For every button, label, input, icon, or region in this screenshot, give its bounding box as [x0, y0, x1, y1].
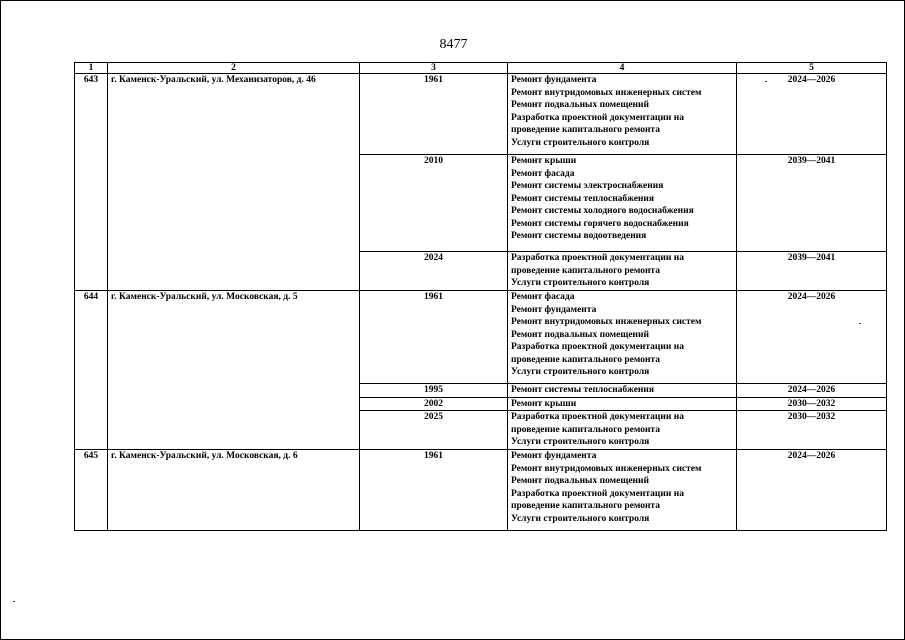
- works-cell: [508, 155, 737, 252]
- year-cell: 2010: [360, 155, 508, 252]
- year-cell: 1961: [360, 74, 508, 155]
- work-item: Ремонт крыши: [511, 398, 577, 409]
- capital-repair-table: [74, 62, 887, 531]
- work-item: Разработка проектной документации на: [511, 342, 684, 352]
- header-col-1: 1: [75, 63, 108, 74]
- works-cell: [508, 74, 737, 155]
- work-item: Ремонт системы водоотведения: [511, 231, 647, 241]
- year-cell: 1961: [360, 450, 508, 531]
- work-item: Ремонт системы теплоснабжения: [511, 385, 655, 395]
- work-item: проведение капитального ремонта: [511, 424, 660, 435]
- house-number: 643: [75, 74, 108, 291]
- work-item: проведение капитального ремонта: [511, 125, 660, 135]
- house-number: 645: [75, 450, 108, 531]
- header-col-2: 2: [108, 63, 360, 74]
- period-cell: 2039—2041: [737, 155, 887, 252]
- house-address: г. Каменск-Уральский, ул. Московская, д. 6: [108, 450, 360, 531]
- house-address: г. Каменск-Уральский, ул. Механизаторов, д. 46: [108, 74, 360, 291]
- works-cell: [508, 411, 737, 450]
- work-item: Ремонт внутридомовых инженерных систем: [511, 317, 702, 327]
- work-item: Ремонт внутридомовых инженерных систем: [511, 463, 702, 474]
- scan-speck: [765, 81, 767, 82]
- year-cell: 1961: [360, 291, 508, 384]
- period-cell: 2030—2032: [737, 411, 887, 450]
- header-col-4: 4: [508, 63, 737, 74]
- scan-speck: [13, 601, 15, 602]
- work-item: Ремонт фундамента: [511, 75, 597, 85]
- table-row: [75, 291, 887, 384]
- work-item: Ремонт системы холодного водоснабжения: [511, 206, 694, 216]
- year-cell: 2024: [360, 252, 508, 291]
- period-cell: 2024—2026: [737, 74, 887, 155]
- works-cell: [508, 291, 737, 384]
- work-item: Ремонт фасада: [511, 292, 575, 302]
- work-item: Разработка проектной документации на: [511, 488, 684, 499]
- work-item: Ремонт подвальных помещений: [511, 476, 649, 486]
- header-col-3: 3: [360, 63, 508, 74]
- house-number: 644: [75, 291, 108, 450]
- work-item: Услуги строительного контроля: [511, 278, 650, 288]
- works-cell: [508, 252, 737, 291]
- work-item: Ремонт подвальных помещений: [511, 329, 649, 340]
- work-item: проведение капитального ремонта: [511, 354, 660, 365]
- scan-speck: [859, 323, 861, 324]
- table-row: [75, 450, 887, 531]
- table-header-row: [75, 63, 887, 74]
- work-item: Услуги строительного контроля: [511, 367, 650, 377]
- work-item: проведение капитального ремонта: [511, 501, 660, 511]
- works-cell: [508, 384, 737, 398]
- period-cell: 2024—2026: [737, 291, 887, 384]
- work-item: Ремонт системы электроснабжения: [511, 181, 664, 191]
- works-cell: [508, 397, 737, 411]
- work-item: Разработка проектной документации на: [511, 112, 684, 123]
- work-item: Ремонт системы теплоснабжения: [511, 193, 655, 204]
- page-number: 8477: [439, 37, 468, 52]
- works-cell: [508, 450, 737, 531]
- year-cell: 1995: [360, 384, 508, 398]
- work-item: Услуги строительного контроля: [511, 137, 650, 148]
- work-item: Ремонт внутридомовых инженерных систем: [511, 87, 702, 98]
- work-item: Услуги строительного контроля: [511, 513, 650, 524]
- year-cell: 2002: [360, 397, 508, 411]
- work-item: Разработка проектной документации на: [511, 412, 684, 422]
- work-item: Ремонт фундамента: [511, 304, 597, 315]
- period-cell: 2030—2032: [737, 397, 887, 411]
- work-item: Ремонт крыши: [511, 156, 577, 166]
- period-cell: 2024—2026: [737, 450, 887, 531]
- work-item: проведение капитального ремонта: [511, 265, 660, 276]
- work-item: Ремонт подвальных помещений: [511, 100, 649, 110]
- period-cell: 2024—2026: [737, 384, 887, 398]
- work-item: Ремонт фасада: [511, 168, 575, 179]
- house-address: г. Каменск-Уральский, ул. Московская, д. 5: [108, 291, 360, 450]
- work-item: Ремонт системы горячего водоснабжения: [511, 218, 689, 229]
- work-item: Ремонт фундамента: [511, 451, 597, 461]
- work-item: Разработка проектной документации на: [511, 253, 684, 263]
- work-item: Услуги строительного контроля: [511, 437, 650, 447]
- period-cell: 2039—2041: [737, 252, 887, 291]
- header-col-5: 5: [737, 63, 887, 74]
- year-cell: 2025: [360, 411, 508, 450]
- table-row: [75, 74, 887, 155]
